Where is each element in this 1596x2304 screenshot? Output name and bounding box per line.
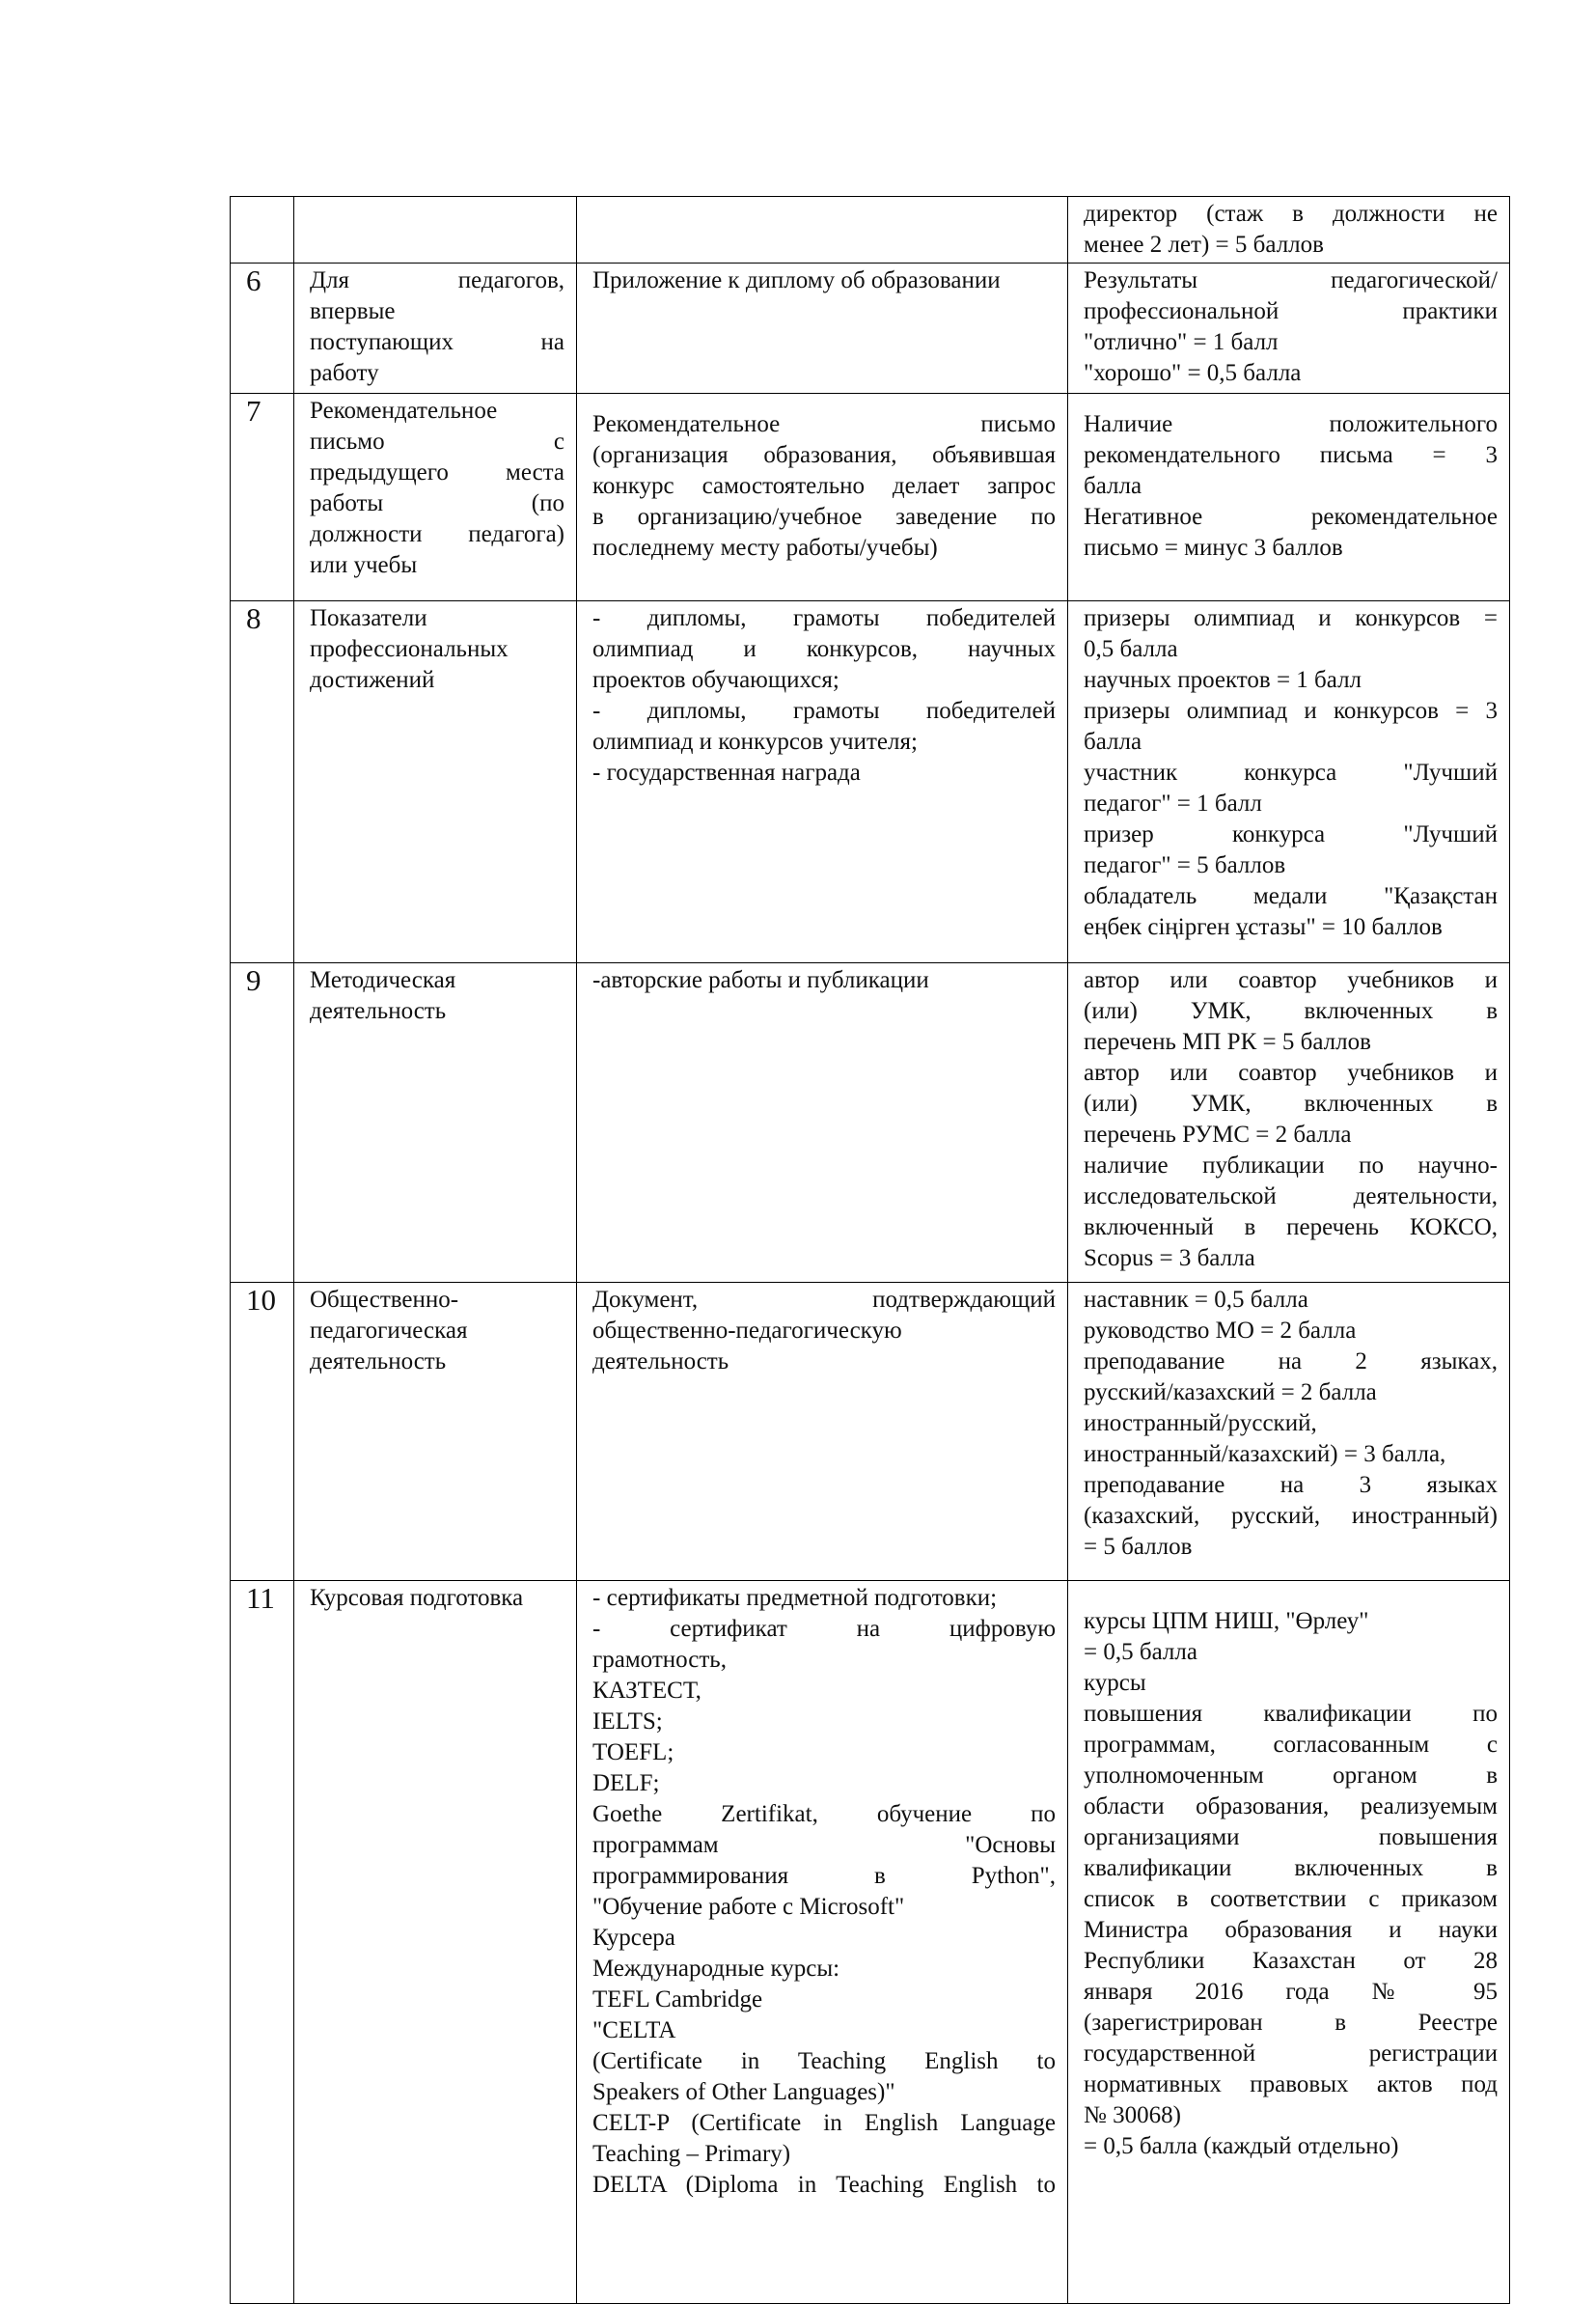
document-line: олимпиад и конкурсов учителя; bbox=[592, 729, 918, 755]
document-line: Документ, подтверждающий bbox=[592, 1287, 1056, 1313]
criterion-line: предыдущего места bbox=[310, 459, 564, 486]
document-line: общественно-педагогическую bbox=[592, 1318, 902, 1344]
document-cell bbox=[577, 601, 1068, 963]
score-line: перечень РУМС = 2 балла bbox=[1084, 1122, 1352, 1148]
score-line: балла bbox=[1084, 729, 1142, 755]
criterion-line: достижений bbox=[310, 667, 435, 693]
table-row bbox=[231, 1581, 1510, 2304]
score-line: января 2016 года № 95 bbox=[1084, 1979, 1498, 2005]
score-line: обладатель медали "Қазақстан bbox=[1084, 883, 1498, 909]
score-line: (казахский, русский, иностранный) bbox=[1084, 1503, 1498, 1529]
score-line: включенный в перечень КОКСО, bbox=[1084, 1214, 1498, 1240]
criterion-line: деятельность bbox=[310, 1348, 447, 1374]
score-line: уполномоченным органом в bbox=[1084, 1763, 1498, 1789]
criterion-line: Курсовая подготовка bbox=[310, 1585, 524, 1611]
score-line: нормативных правовых актов под bbox=[1084, 2071, 1498, 2097]
score-line: (или) УМК, включенных в bbox=[1084, 1091, 1498, 1117]
score-line: (зарегистрирован в Реестре bbox=[1084, 2010, 1498, 2036]
score-line: Наличие положительного bbox=[1084, 411, 1498, 437]
score-line: курсы ЦПМ НИШ, "Өрлеу" bbox=[1084, 1608, 1369, 1634]
score-line: рекомендательного письма = 3 bbox=[1084, 442, 1498, 468]
table-row bbox=[231, 264, 1510, 394]
score-line: участник конкурса "Лучший bbox=[1084, 760, 1498, 786]
table-row bbox=[231, 963, 1510, 1283]
score-line: (или) УМК, включенных в bbox=[1084, 998, 1498, 1024]
score-line: организациями повышения bbox=[1084, 1824, 1498, 1850]
score-line: русский/казахский = 2 балла bbox=[1084, 1379, 1377, 1405]
document-cell bbox=[577, 1581, 1068, 2304]
score-line: балла bbox=[1084, 473, 1142, 499]
document-line: Goethe Zertifikat, обучение по bbox=[592, 1801, 1056, 1827]
criterion-cell bbox=[294, 1283, 577, 1581]
score-line: призеры олимпиад и конкурсов = 3 bbox=[1084, 698, 1498, 724]
score-line: еңбек сіңірген ұстазы" = 10 баллов bbox=[1084, 914, 1443, 940]
score-cell bbox=[1068, 264, 1510, 394]
score-line: автор или соавтор учебников и bbox=[1084, 967, 1498, 993]
criterion-line: Рекомендательное bbox=[310, 398, 498, 424]
criterion-line: должности педагога) bbox=[310, 521, 564, 547]
row-number: 7 bbox=[231, 394, 294, 601]
document-line: "CELTA bbox=[592, 2017, 676, 2043]
score-line: "хорошо" = 0,5 балла bbox=[1084, 360, 1302, 386]
row-number: 11 bbox=[231, 1581, 294, 2304]
score-line: 0,5 балла bbox=[1084, 636, 1178, 662]
document-line: TEFL Cambridge bbox=[592, 1986, 763, 2013]
score-line: призеры олимпиад и конкурсов = bbox=[1084, 605, 1498, 631]
score-line: руководство МО = 2 балла bbox=[1084, 1318, 1357, 1344]
score-line: = 0,5 балла bbox=[1084, 1639, 1197, 1665]
row-number: 8 bbox=[231, 601, 294, 963]
criterion-line: профессиональных bbox=[310, 636, 509, 662]
document-line: - государственная награда bbox=[592, 760, 861, 786]
criteria-table bbox=[230, 196, 1510, 2304]
document-line: - сертификаты предметной подготовки; bbox=[592, 1585, 998, 1611]
document-line: DELTA (Diploma in Teaching English to bbox=[592, 2172, 1056, 2198]
row-number: 6 bbox=[231, 264, 294, 394]
score-line: перечень МП РК = 5 баллов bbox=[1084, 1029, 1371, 1055]
document-line: (Certificate in Teaching English to bbox=[592, 2048, 1056, 2074]
score-line: квалификации включенных в bbox=[1084, 1855, 1498, 1881]
score-line: наставник = 0,5 балла bbox=[1084, 1287, 1308, 1313]
criterion-line: педагогическая bbox=[310, 1318, 468, 1344]
criterion-line: впервые bbox=[310, 298, 396, 324]
document-line: TOEFL; bbox=[592, 1739, 674, 1765]
score-line: Scopus = 3 балла bbox=[1084, 1245, 1255, 1271]
score-line: педагог" = 5 баллов bbox=[1084, 852, 1286, 878]
document-line: - дипломы, грамоты победителей bbox=[592, 605, 1056, 631]
score-line: менее 2 лет) = 5 баллов bbox=[1084, 232, 1324, 258]
document-line: Рекомендательное письмо bbox=[592, 411, 1056, 437]
document-line: "Обучение работе с Microsoft" bbox=[592, 1894, 905, 1920]
criterion-line: работы (по bbox=[310, 490, 564, 516]
score-cell bbox=[1068, 601, 1510, 963]
document-line: DELF; bbox=[592, 1770, 660, 1796]
score-line: "отлично" = 1 балл bbox=[1084, 329, 1279, 355]
criterion-line: Общественно- bbox=[310, 1287, 459, 1313]
score-line: директор (стаж в должности не bbox=[1084, 201, 1498, 227]
criterion-cell bbox=[294, 963, 577, 1283]
document-cell bbox=[577, 264, 1068, 394]
table-row bbox=[231, 394, 1510, 601]
document-line: Международные курсы: bbox=[592, 1956, 840, 1982]
criterion-line: поступающих на bbox=[310, 329, 564, 355]
document-cell bbox=[577, 963, 1068, 1283]
score-line: преподавание на 2 языках, bbox=[1084, 1348, 1498, 1374]
document-line: последнему месту работы/учебы) bbox=[592, 535, 938, 561]
score-line: = 5 баллов bbox=[1084, 1534, 1193, 1560]
score-line: список в соответствии с приказом bbox=[1084, 1886, 1498, 1912]
document-line: - дипломы, грамоты победителей bbox=[592, 698, 1056, 724]
table-row bbox=[231, 1283, 1510, 1581]
score-line: = 0,5 балла (каждый отдельно) bbox=[1084, 2133, 1399, 2159]
criterion-line: деятельность bbox=[310, 998, 447, 1024]
document-cell bbox=[577, 197, 1068, 264]
document-line: конкурс самостоятельно делает запрос bbox=[592, 473, 1056, 499]
document-line: CELT-P (Certificate in English Language bbox=[592, 2110, 1056, 2136]
document-line: Курсера bbox=[592, 1925, 675, 1951]
document-line: - сертификат на цифровую bbox=[592, 1616, 1056, 1642]
score-line: письмо = минус 3 баллов bbox=[1084, 535, 1343, 561]
criterion-line: работу bbox=[310, 360, 379, 386]
score-line: иностранный/русский, bbox=[1084, 1410, 1317, 1436]
score-line: автор или соавтор учебников и bbox=[1084, 1060, 1498, 1086]
score-cell bbox=[1068, 963, 1510, 1283]
document-line: проектов обучающихся; bbox=[592, 667, 839, 693]
document-line: в организацию/учебное заведение по bbox=[592, 504, 1056, 530]
score-cell bbox=[1068, 1581, 1510, 2304]
score-cell bbox=[1068, 197, 1510, 264]
score-line: программам, согласованным с bbox=[1084, 1732, 1498, 1758]
table-row bbox=[231, 601, 1510, 963]
criterion-cell bbox=[294, 264, 577, 394]
score-line: курсы bbox=[1084, 1670, 1146, 1696]
document-line: (организация образования, объявившая bbox=[592, 442, 1056, 468]
criterion-cell bbox=[294, 394, 577, 601]
row-number: 9 bbox=[231, 963, 294, 1283]
score-line: № 30068) bbox=[1084, 2102, 1181, 2128]
document-line: деятельность bbox=[592, 1348, 729, 1374]
document-line: программам "Основы bbox=[592, 1832, 1056, 1858]
score-line: призер конкурса "Лучший bbox=[1084, 821, 1498, 847]
document-line: IELTS; bbox=[592, 1708, 663, 1735]
row-number-cell bbox=[231, 197, 294, 264]
criterion-line: Для педагогов, bbox=[310, 267, 564, 293]
document-line: олимпиад и конкурсов, научных bbox=[592, 636, 1056, 662]
score-line: педагог" = 1 балл bbox=[1084, 791, 1262, 817]
criterion-line: или учебы bbox=[310, 552, 418, 578]
document-cell bbox=[577, 1283, 1068, 1581]
score-cell bbox=[1068, 1283, 1510, 1581]
criterion-line: Методическая bbox=[310, 967, 456, 993]
criterion-line: Показатели bbox=[310, 605, 427, 631]
score-line: государственной регистрации bbox=[1084, 2040, 1498, 2067]
score-cell bbox=[1068, 394, 1510, 601]
row-number: 10 bbox=[231, 1283, 294, 1581]
document-line: Speakers of Other Languages)" bbox=[592, 2079, 895, 2105]
score-line: профессиональной практики bbox=[1084, 298, 1498, 324]
score-line: Негативное рекомендательное bbox=[1084, 504, 1498, 530]
score-line: иностранный/казахский) = 3 балла, bbox=[1084, 1441, 1446, 1467]
score-line: Республики Казахстан от 28 bbox=[1084, 1948, 1498, 1974]
score-line: преподавание на 3 языках bbox=[1084, 1472, 1498, 1498]
document-cell bbox=[577, 394, 1068, 601]
document-line: Приложение к диплому об образовании bbox=[592, 267, 1001, 293]
document-line: КАЗТЕСТ, bbox=[592, 1678, 702, 1704]
document-line: грамотность, bbox=[592, 1647, 727, 1673]
criterion-cell bbox=[294, 1581, 577, 2304]
document-line: Teaching – Primary) bbox=[592, 2141, 791, 2167]
table-row-continuation bbox=[231, 197, 1510, 264]
criterion-line: письмо с bbox=[310, 429, 564, 455]
score-line: научных проектов = 1 балл bbox=[1084, 667, 1362, 693]
score-line: исследовательской деятельности, bbox=[1084, 1183, 1498, 1209]
criterion-cell bbox=[294, 601, 577, 963]
score-line: Результаты педагогической/ bbox=[1084, 267, 1498, 293]
score-line: наличие публикации по научно- bbox=[1084, 1152, 1498, 1179]
score-line: области образования, реализуемым bbox=[1084, 1793, 1498, 1819]
score-line: повышения квалификации по bbox=[1084, 1701, 1498, 1727]
criterion-cell bbox=[294, 197, 577, 264]
document-line: программирования в Python", bbox=[592, 1863, 1056, 1889]
score-line: Министра образования и науки bbox=[1084, 1917, 1498, 1943]
document-line: -авторские работы и публикации bbox=[592, 967, 929, 993]
